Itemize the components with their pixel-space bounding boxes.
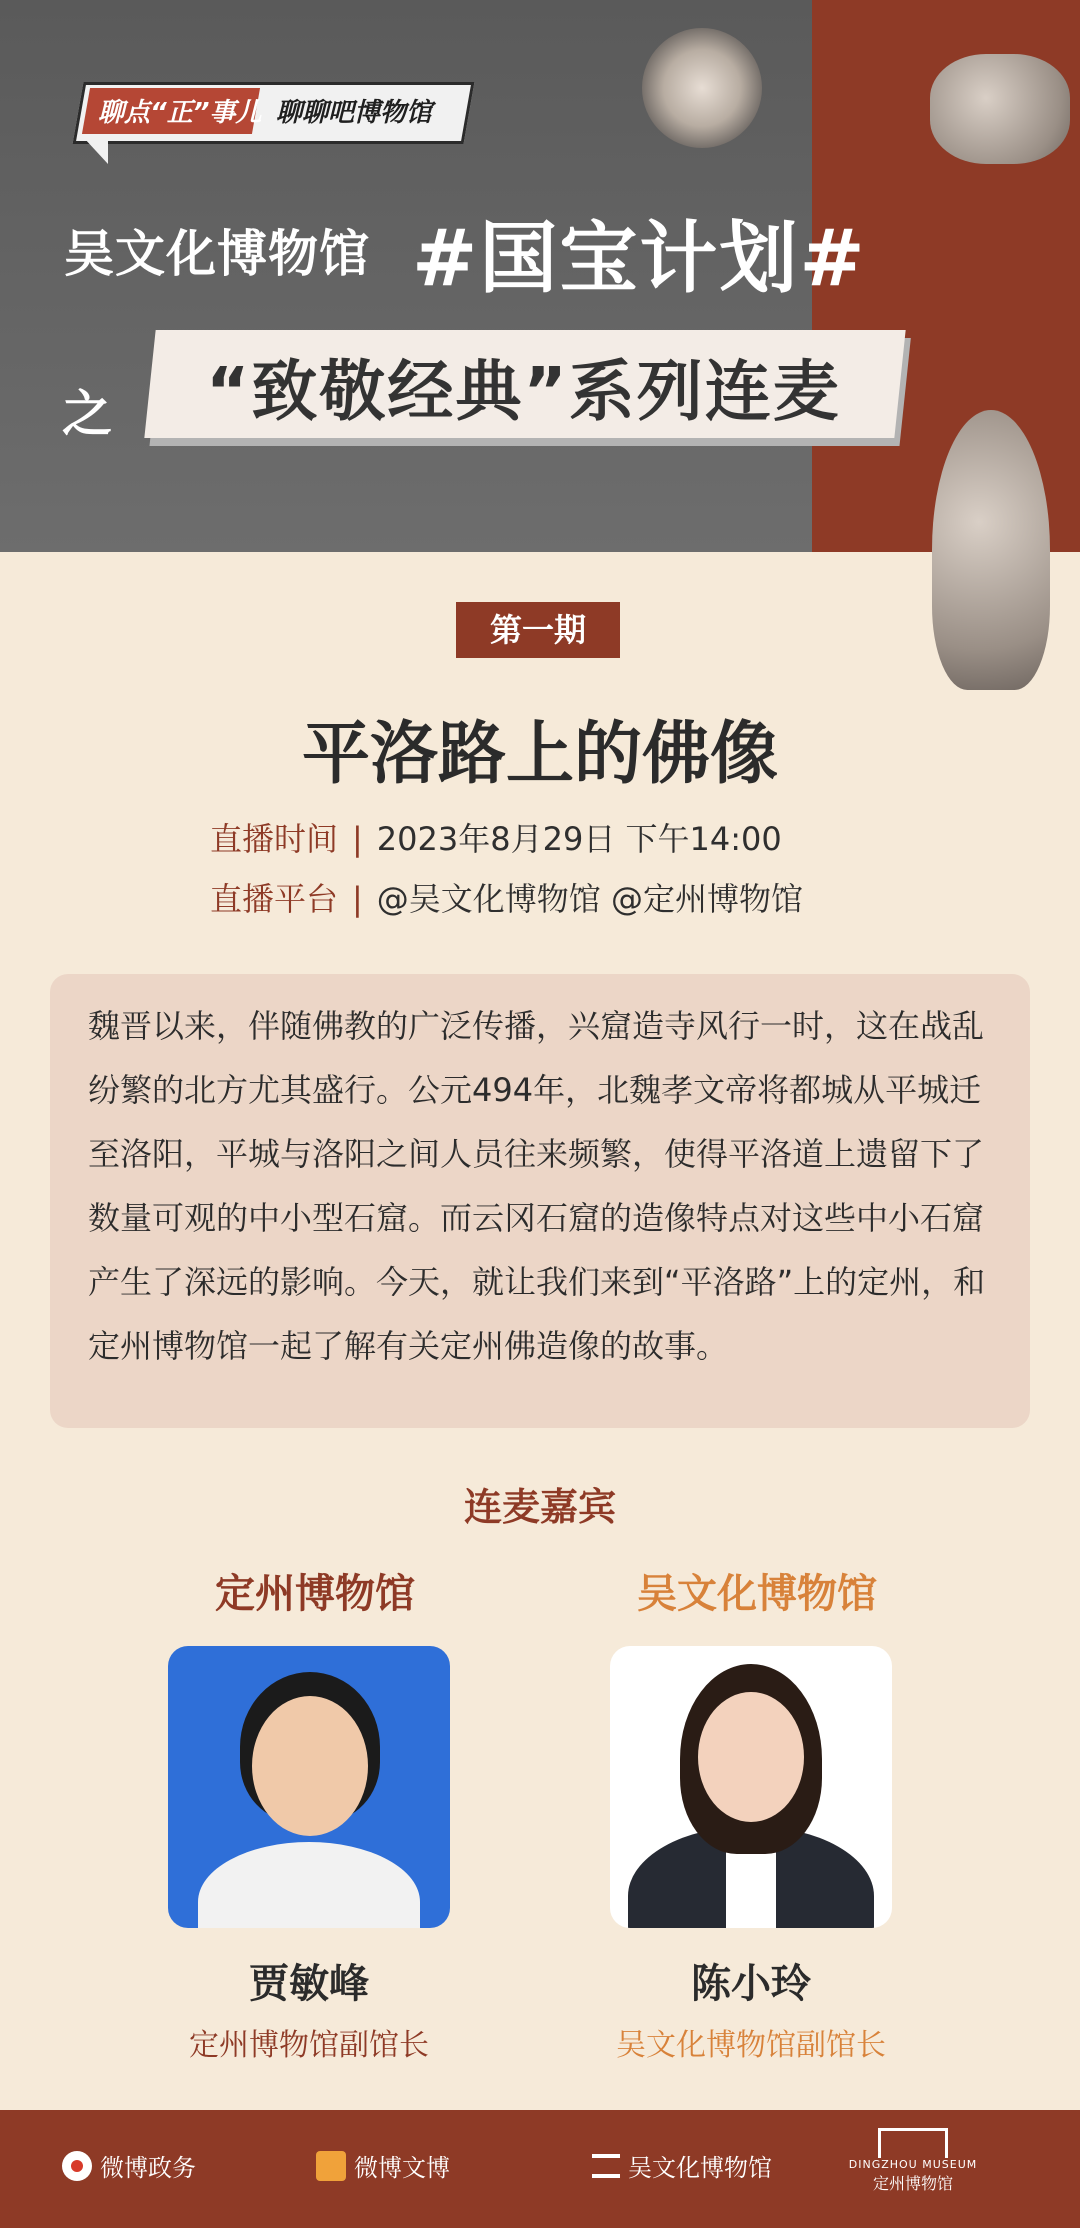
dingzhou-cn-text: 定州博物馆 xyxy=(872,2174,953,2193)
broadcast-platform-label: 直播平台 xyxy=(210,880,339,918)
broadcast-platform-value: @吴文化博物馆 @定州博物馆 xyxy=(376,880,803,918)
zhi-character: 之 xyxy=(62,385,112,443)
episode-badge: 第一期 xyxy=(456,602,620,658)
weibo-gov-logo xyxy=(62,2148,196,2183)
weibo-gov-text: 微博政务 xyxy=(100,2154,196,2182)
tag-speech-tail xyxy=(84,138,108,164)
wu-museum-icon xyxy=(592,2154,620,2178)
description-text: 魏晋以来，伴随佛教的广泛传播，兴窟造寺风行一时，这在战乱纷繁的北方尤其盛行。公元494年，北魏孝文帝将都城从平城迁至洛阳，平城与洛阳之间人员往来频繁，使得平洛道上遗留下了数量可观的中小型石窟。而云冈石窟的造像特点对这些中小石窟产生了深远的影响。今天，就让我们来到“平洛路”上的定州，和定州博物馆一起了解有关定州佛造像的故事。 xyxy=(88,1007,986,1365)
buddha-statue-image xyxy=(932,410,1050,690)
face-shape xyxy=(698,1692,804,1822)
episode-title: 平洛路上的佛像 xyxy=(301,715,778,794)
tag-right-text: 聊聊吧博物馆 xyxy=(276,98,433,128)
guest-left-role: 定州博物馆副馆长 xyxy=(189,2028,429,2063)
face-shape xyxy=(252,1696,368,1836)
guest-right-photo xyxy=(610,1646,892,1928)
weibo-culture-icon xyxy=(316,2151,346,2181)
artifact-head-image xyxy=(930,54,1070,164)
separator: | xyxy=(352,820,363,858)
broadcast-time-label: 直播时间 xyxy=(210,820,339,858)
wu-museum-logo xyxy=(592,2148,772,2183)
weibo-icon xyxy=(62,2151,92,2181)
guest-right-role: 吴文化博物馆副馆长 xyxy=(616,2028,886,2063)
broadcast-time-row xyxy=(210,814,782,860)
broadcast-time-value: 2023年8月29日 下午14:00 xyxy=(376,820,782,858)
dingzhou-en-text: DINGZHOU MUSEUM xyxy=(848,2158,978,2171)
guest-right-org: 吴文化博物馆 xyxy=(637,1571,877,1617)
dingzhou-building-icon xyxy=(878,2128,948,2158)
guest-right-name: 陈小玲 xyxy=(691,1961,811,2007)
artifact-torso-image xyxy=(642,28,762,148)
tag-left-text: 聊点“正”事儿 xyxy=(98,98,262,128)
shirt-shape xyxy=(198,1842,420,1928)
hashtag-title: #国宝计划# xyxy=(412,214,867,304)
guest-left-photo xyxy=(168,1646,450,1928)
weibo-culture-logo xyxy=(316,2148,450,2183)
museum-title: 吴文化博物馆 xyxy=(64,225,370,283)
dingzhou-museum-logo xyxy=(838,2128,988,2194)
wu-museum-text: 吴文化博物馆 xyxy=(628,2154,772,2182)
separator: | xyxy=(352,880,363,918)
guest-left-org: 定州博物馆 xyxy=(215,1571,415,1617)
guest-left-name: 贾敏峰 xyxy=(249,1961,369,2007)
guests-heading: 连麦嘉宾 xyxy=(463,1485,616,1529)
weibo-culture-text: 微博文博 xyxy=(354,2154,450,2182)
broadcast-platform-row xyxy=(210,874,803,920)
series-banner-text: “致敬经典”系列连麦 xyxy=(206,353,841,430)
